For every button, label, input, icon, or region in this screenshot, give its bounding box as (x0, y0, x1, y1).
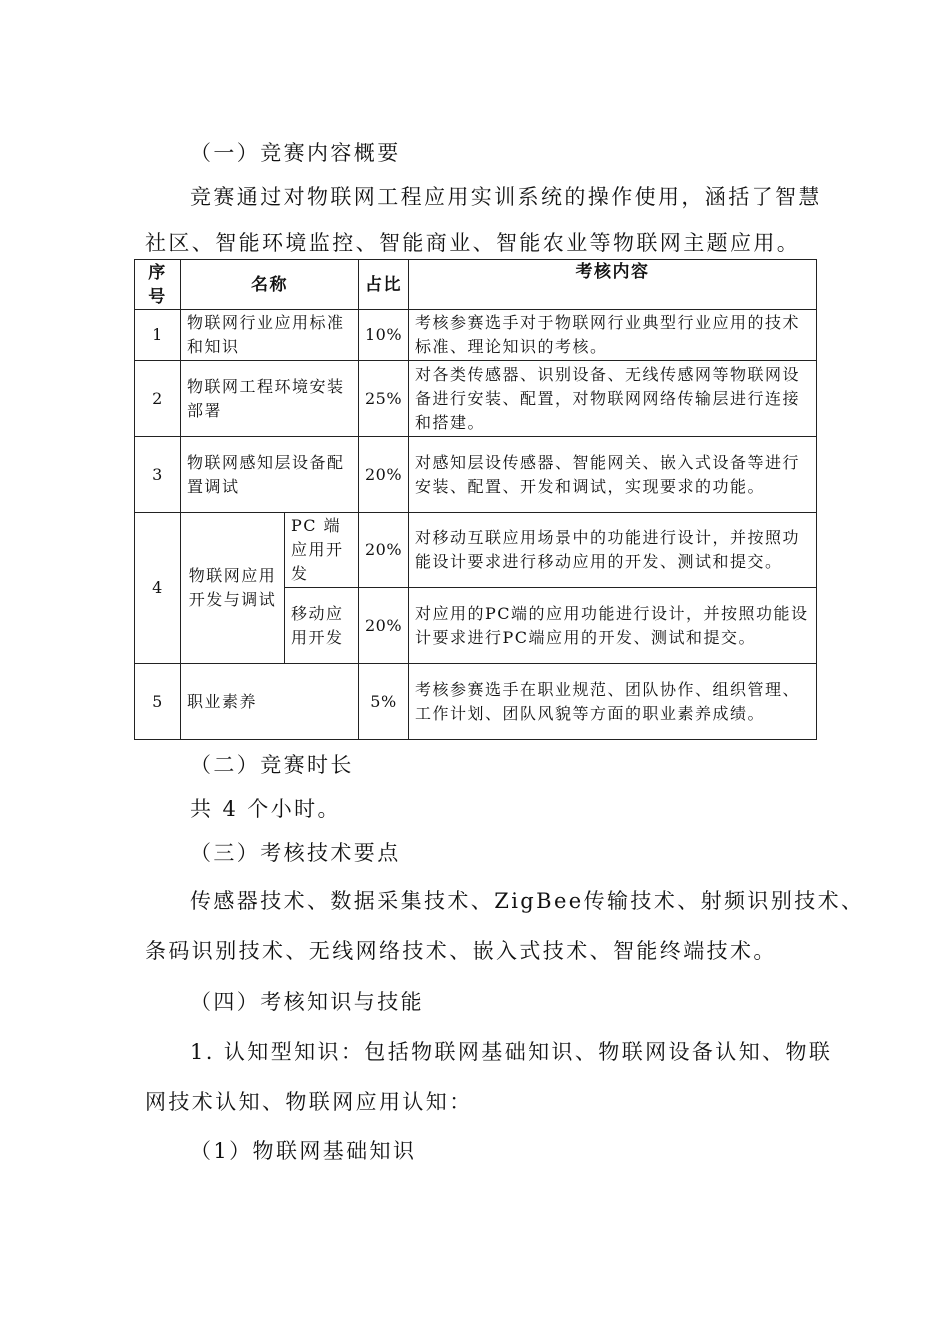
sub-row-ratio: 20% (359, 588, 409, 664)
section-3-line-2: 条码识别技术、无线网络技术、嵌入式技术、智能终端技术。 (145, 939, 777, 963)
row-name: 物联网工程环境安装部署 (181, 361, 359, 437)
row-content: 考核参赛选手对于物联网行业典型行业应用的技术标准、理论知识的考核。 (409, 310, 817, 361)
row-ratio: 20% (359, 437, 409, 513)
row-no: 1 (135, 310, 181, 361)
row-no: 4 (135, 513, 181, 664)
row-content: 考核参赛选手在职业规范、团队协作、组织管理、工作计划、团队风貌等方面的职业素养成绩。 (409, 664, 817, 740)
section-1-heading: （一）竞赛内容概要 (190, 141, 401, 165)
table-row (135, 664, 817, 740)
row-ratio: 5% (359, 664, 409, 740)
table-row (135, 437, 817, 513)
row-no: 5 (135, 664, 181, 740)
sub-row-name: PC 端应用开发 (285, 513, 359, 588)
section-4-heading: （四）考核知识与技能 (190, 990, 424, 1014)
section-3-line-1: 传感器技术、数据采集技术、ZigBee传输技术、射频识别技术、 (190, 889, 865, 913)
section-4-sub-1: （1）物联网基础知识 (190, 1139, 417, 1163)
row-name: 物联网感知层设备配置调试 (181, 437, 359, 513)
assessment-table (134, 259, 817, 740)
table-row (135, 513, 817, 588)
row-ratio: 10% (359, 310, 409, 361)
table-header-row (135, 260, 817, 310)
section-1-line-1: 竞赛通过对物联网工程应用实训系统的操作使用，涵括了智慧 (190, 185, 822, 209)
section-1-line-2: 社区、智能环境监控、智能商业、智能农业等物联网主题应用。 (145, 231, 801, 255)
header-name: 名称 (181, 260, 359, 310)
row-no: 3 (135, 437, 181, 513)
row-content: 对感知层设传感器、智能网关、嵌入式设备等进行安装、配置、开发和调试，实现要求的功能。 (409, 437, 817, 513)
section-2-body: 共 4 个小时。 (190, 797, 341, 821)
sub-row-ratio: 20% (359, 513, 409, 588)
header-ratio: 占比 (359, 260, 409, 310)
sub-row-content: 对应用的PC端的应用功能进行设计，并按照功能设计要求进行PC端应用的开发、测试和提交。 (409, 588, 817, 664)
row-name: 物联网应用开发与调试 (181, 513, 285, 664)
section-2-heading: （二）竞赛时长 (190, 753, 354, 777)
row-ratio: 25% (359, 361, 409, 437)
row-no: 2 (135, 361, 181, 437)
row-name: 物联网行业应用标准和知识 (181, 310, 359, 361)
row-content: 对各类传感器、识别设备、无线传感网等物联网设备进行安装、配置，对物联网网络传输层进行连接和搭建。 (409, 361, 817, 437)
sub-row-content: 对移动互联应用场景中的功能进行设计，并按照功能设计要求进行移动应用的开发、测试和提交。 (409, 513, 817, 588)
section-4-line-2: 网技术认知、物联网应用认知： (145, 1090, 473, 1114)
table-row (135, 310, 817, 361)
table-row (135, 361, 817, 437)
header-content: 考核内容 (409, 260, 817, 310)
header-no: 序号 (135, 260, 181, 310)
row-name: 职业素养 (181, 664, 359, 740)
section-3-heading: （三）考核技术要点 (190, 841, 401, 865)
sub-row-name: 移动应用开发 (285, 588, 359, 664)
section-4-line-1: 1. 认知型知识：包括物联网基础知识、物联网设备认知、物联 (190, 1040, 833, 1064)
